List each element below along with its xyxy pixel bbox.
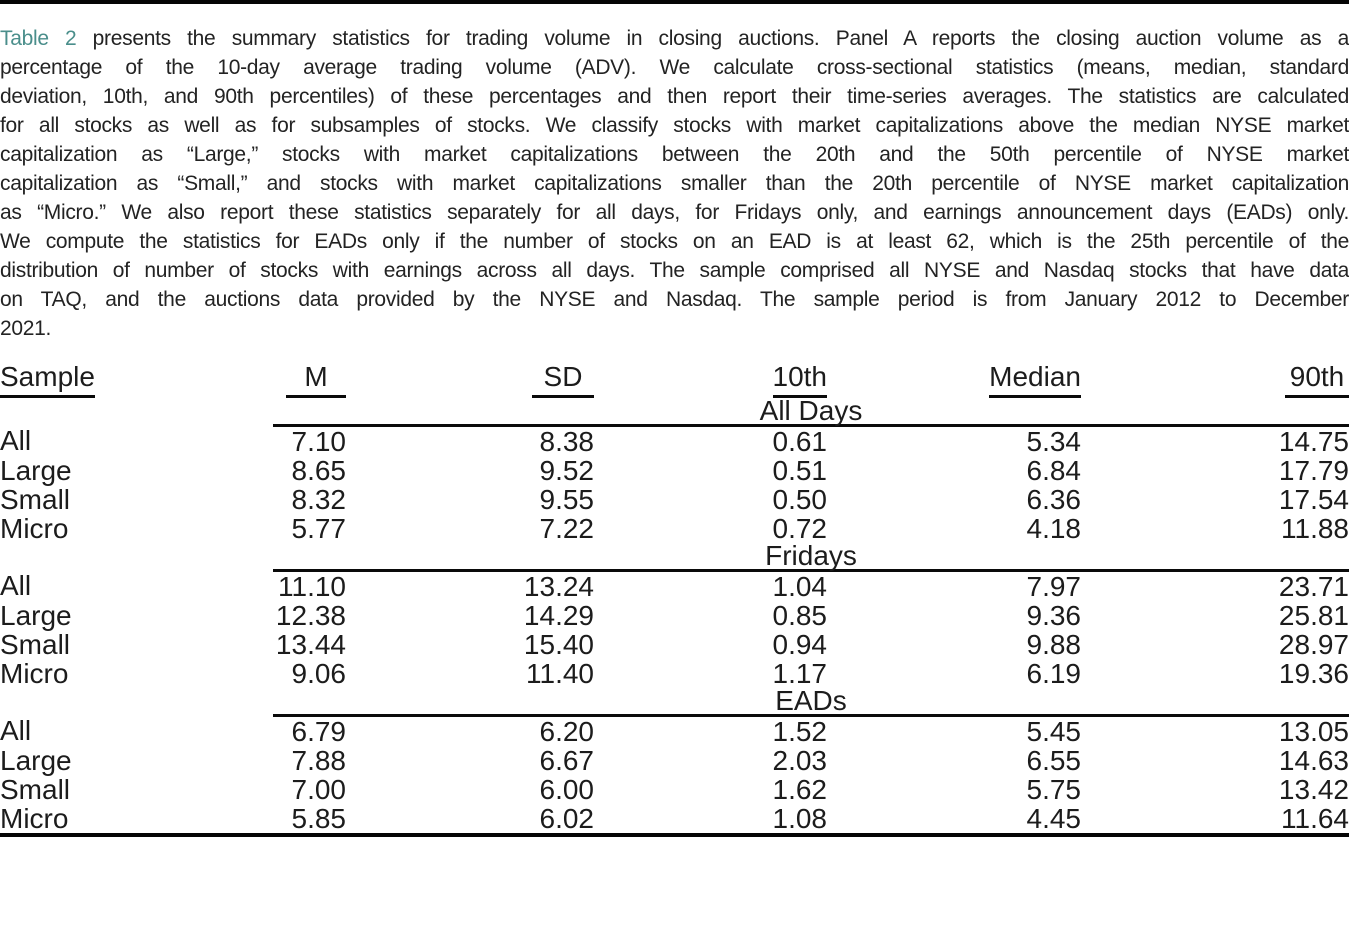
value-cell: 14.63: [1278, 745, 1349, 776]
value-cell: 11.88: [1281, 513, 1349, 544]
value-cell: 13.05: [1278, 716, 1349, 747]
table-ref-link[interactable]: Table 2: [0, 27, 77, 50]
col-header-label: Median: [989, 364, 1081, 398]
value-cell: 5.45: [1026, 716, 1081, 747]
table-row: [0, 804, 1349, 835]
caption-line: on TAQ, and the auctions data provided by the NYSE and Nasdaq. The sample period is from January 2012 to December: [0, 288, 1349, 311]
col-header-90th: [1081, 361, 1349, 398]
table-row: [0, 571, 1349, 602]
summary-statistics-table: [0, 361, 1349, 837]
value-cell: 14.75: [1278, 426, 1349, 457]
table-row: [0, 601, 1349, 630]
value-cell: 1.62: [772, 774, 827, 805]
caption-line: capitalization as “Small,” and stocks with market capitalizations smaller than the 20th percentile of NYSE market capitalization: [0, 172, 1349, 195]
value-cell: 14.29: [523, 600, 594, 631]
row-label: Small: [0, 629, 71, 660]
col-header-label: 90th: [1285, 364, 1349, 398]
value-cell: 9.06: [291, 658, 346, 689]
caption-line: 2021.: [0, 317, 52, 340]
table-row: [0, 485, 1349, 514]
row-label: Micro: [0, 658, 69, 689]
caption-text: presents the summary statistics for trading volume in closing auctions. Panel A reports the closing auction volume as a: [92, 27, 1349, 50]
value-cell: 9.52: [539, 455, 594, 486]
panel-title-row: [0, 688, 1349, 716]
value-cell: 6.55: [1026, 745, 1081, 776]
value-cell: 2.03: [772, 745, 827, 776]
value-cell: 0.51: [772, 455, 827, 486]
value-cell: 6.20: [539, 716, 594, 747]
caption-line: capitalization as “Large,” stocks with market capitalizations between the 20th and the 50th percentile of NYSE market: [0, 143, 1349, 166]
value-cell: 19.36: [1278, 658, 1349, 689]
col-header-label: M: [286, 364, 346, 398]
panel-title-spacer: [0, 688, 273, 716]
value-cell: 23.71: [1278, 571, 1349, 602]
caption-line: We compute the statistics for EADs only if the number of stocks on an EAD is at least 62, which is the 25th percentile of the: [0, 230, 1349, 253]
caption-line: for all stocks as well as for subsamples of stocks. We classify stocks with market capitalizations above the median NYSE market: [0, 114, 1349, 137]
row-label: Small: [0, 774, 71, 805]
value-cell: 6.79: [291, 716, 346, 747]
value-cell: 6.00: [539, 774, 594, 805]
value-cell: 1.52: [772, 716, 827, 747]
value-cell: 17.79: [1278, 455, 1349, 486]
table-row: [0, 456, 1349, 485]
value-cell: 8.65: [291, 455, 346, 486]
value-cell: 7.88: [291, 745, 346, 776]
col-header-sample: [0, 361, 273, 398]
row-label: All: [0, 570, 32, 602]
table-row: [0, 775, 1349, 804]
value-cell: 13.24: [523, 571, 594, 602]
value-cell: 8.38: [539, 426, 594, 457]
row-label: Large: [0, 600, 72, 631]
value-cell: 6.36: [1026, 484, 1081, 515]
value-cell: 5.75: [1026, 774, 1081, 805]
value-cell: 5.34: [1026, 426, 1081, 457]
table-row: [0, 716, 1349, 747]
value-cell: 13.42: [1278, 774, 1349, 805]
value-cell: 0.85: [772, 600, 827, 631]
value-cell: 0.72: [772, 513, 827, 544]
value-cell: 11.10: [278, 571, 346, 602]
table-row: [0, 426, 1349, 457]
value-cell: 1.08: [772, 803, 827, 834]
value-cell: 7.97: [1026, 571, 1081, 602]
value-cell: 6.19: [1026, 658, 1081, 689]
value-cell: 17.54: [1278, 484, 1349, 515]
table-row: [0, 746, 1349, 775]
col-header-label: Sample: [0, 364, 95, 398]
value-cell: 7.22: [539, 513, 594, 544]
panel-title-fridays: Fridays: [273, 543, 1349, 571]
panel-title-spacer: [0, 543, 273, 571]
caption-line: [0, 24, 1349, 53]
caption-line: distribution of number of stocks with earnings across all days. The sample comprised all NYSE and Nasdaq stocks that have data: [0, 259, 1349, 282]
panel-title-eads: EADs: [273, 688, 1349, 716]
value-cell: 6.84: [1026, 455, 1081, 486]
value-cell: 9.36: [1026, 600, 1081, 631]
value-cell: 0.50: [772, 484, 827, 515]
value-cell: 15.40: [523, 629, 594, 660]
value-cell: 4.18: [1026, 513, 1081, 544]
row-label: Small: [0, 484, 71, 515]
col-header-label: SD: [532, 364, 594, 398]
value-cell: 11.64: [1281, 803, 1349, 834]
value-cell: 5.85: [291, 803, 346, 834]
value-cell: 0.94: [772, 629, 827, 660]
value-cell: 9.88: [1026, 629, 1081, 660]
panel-title-row: [0, 398, 1349, 426]
panel-title-all-days: All Days: [273, 398, 1349, 426]
value-cell: 7.10: [291, 426, 346, 457]
col-header-label: 10th: [773, 364, 828, 398]
value-cell: 1.17: [772, 658, 827, 689]
col-header-median: [827, 361, 1081, 398]
panel-title-spacer: [0, 398, 273, 426]
value-cell: 6.67: [539, 745, 594, 776]
row-label: Micro: [0, 513, 69, 544]
value-cell: 25.81: [1278, 600, 1349, 631]
table-caption: [0, 24, 1349, 343]
col-header-m: [273, 361, 346, 398]
value-cell: 9.55: [539, 484, 594, 515]
value-cell: 4.45: [1026, 803, 1081, 834]
col-header-10th: [594, 361, 827, 398]
col-header-sd: [346, 361, 594, 398]
table-row: [0, 630, 1349, 659]
value-cell: 6.02: [539, 803, 594, 834]
table-row: [0, 659, 1349, 688]
row-label: Micro: [0, 803, 69, 834]
row-label: Large: [0, 745, 72, 776]
value-cell: 28.97: [1278, 629, 1349, 660]
value-cell: 7.00: [291, 774, 346, 805]
value-cell: 5.77: [291, 513, 346, 544]
row-label: All: [0, 425, 32, 457]
value-cell: 13.44: [275, 629, 346, 660]
value-cell: 1.04: [772, 571, 827, 602]
top-rule: [0, 0, 1349, 4]
value-cell: 11.40: [526, 658, 594, 689]
value-cell: 8.32: [291, 484, 346, 515]
caption-line: as “Micro.” We also report these statistics separately for all days, for Fridays only, and earnings announcement days (EADs) only.: [0, 201, 1349, 224]
value-cell: 12.38: [275, 600, 346, 631]
caption-line: deviation, 10th, and 90th percentiles) of these percentages and then report their time-series averages. The statistics are calculated: [0, 85, 1349, 108]
value-cell: 0.61: [772, 426, 827, 457]
table-row: [0, 514, 1349, 543]
panel-title-row: [0, 543, 1349, 571]
column-header-row: [0, 364, 1349, 398]
row-label: Large: [0, 455, 72, 486]
caption-line: percentage of the 10-day average trading volume (ADV). We calculate cross-sectional statistics (means, median, standard: [0, 56, 1349, 79]
row-label: All: [0, 715, 32, 747]
